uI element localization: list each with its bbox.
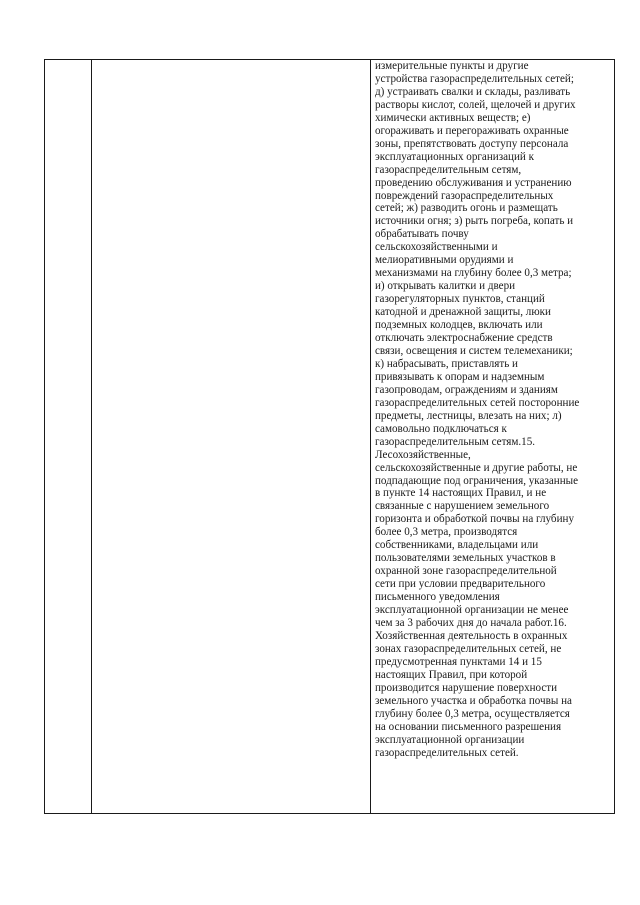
- text-line: растворы кислот, солей, щелочей и других: [375, 98, 576, 111]
- text-line: эксплуатационной организации не менее: [375, 604, 569, 617]
- text-line: д) устраивать свалки и склады, разливать: [375, 85, 571, 98]
- text-line: связи, освещения и систем телемеханики;: [375, 344, 573, 357]
- text-line: чем за 3 рабочих дня до начала работ.16.: [375, 616, 567, 629]
- column-divider-1: [91, 60, 92, 813]
- text-line: газорегуляторных пунктов, станций: [375, 293, 545, 306]
- text-line: связанные с нарушением земельного: [375, 500, 550, 513]
- text-line: устройства газораспределительных сетей;: [375, 72, 574, 85]
- text-line: земельного участка и обработка почвы на: [375, 694, 572, 707]
- document-table: [44, 59, 615, 814]
- text-line: зонах газораспределительных сетей, не: [375, 642, 562, 655]
- text-line: привязывать к опорам и надземным: [375, 370, 545, 383]
- text-line: глубину более 0,3 метра, осуществляется: [375, 707, 570, 720]
- text-line: сельскохозяйственные и другие работы, не: [375, 461, 578, 474]
- text-line: газораспределительным сетям,: [375, 163, 522, 176]
- text-line: газораспределительных сетей.: [375, 746, 519, 759]
- text-line: производится нарушение поверхности: [375, 681, 558, 694]
- text-line: сельскохозяйственными и: [375, 241, 498, 254]
- text-line: сети при условии предварительного: [375, 578, 546, 591]
- text-line: письменного уведомления: [375, 591, 500, 604]
- text-line: предметы, лестницы, влезать на них; л): [375, 409, 562, 422]
- text-line: сетей; ж) разводить огонь и размещать: [375, 202, 558, 215]
- text-line: горизонта и обработкой почвы на глубину: [375, 513, 574, 526]
- text-line: Лесохозяйственные,: [375, 448, 471, 461]
- text-line: более 0,3 метра, производятся: [375, 526, 518, 539]
- text-line: самовольно подключаться к: [375, 422, 507, 435]
- text-line: эксплуатационной организации: [375, 733, 525, 746]
- text-line: обрабатывать почву: [375, 228, 469, 241]
- text-line: к) набрасывать, приставлять и: [375, 357, 518, 370]
- text-line: эксплуатационных организаций к: [375, 150, 535, 163]
- text-line: предусмотренная пунктами 14 и 15: [375, 655, 542, 668]
- text-line: подземных колодцев, включать или: [375, 319, 543, 332]
- text-line: газопроводам, ограждениям и зданиям: [375, 383, 558, 396]
- text-line: на основании письменного разрешения: [375, 720, 562, 733]
- text-line: и) открывать калитки и двери: [375, 280, 516, 293]
- text-line: проведению обслуживания и устранению: [375, 176, 572, 189]
- text-line: отключать электроснабжение средств: [375, 332, 553, 345]
- text-line: Хозяйственная деятельность в охранных: [375, 629, 568, 642]
- column-divider-2: [370, 60, 371, 813]
- text-line: настоящих Правил, при которой: [375, 668, 528, 681]
- text-line: охранной зоне газораспределительной: [375, 565, 557, 578]
- text-line: источники огня; з) рыть погреба, копать и: [375, 215, 574, 228]
- table-cell-text: [375, 60, 613, 759]
- text-line: мелиоративными орудиями и: [375, 254, 514, 267]
- text-line: измерительные пункты и другие: [375, 60, 529, 72]
- text-line: химически активных веществ; е): [375, 111, 531, 124]
- text-line: подпадающие под ограничения, указанные: [375, 474, 579, 487]
- text-line: в пункте 14 настоящих Правил, и не: [375, 487, 547, 500]
- text-line: газораспределительных сетей посторонние: [375, 396, 580, 409]
- text-line: зоны, препятствовать доступу персонала: [375, 137, 569, 150]
- text-line: собственниками, владельцами или: [375, 539, 539, 552]
- text-line: механизмами на глубину более 0,3 метра;: [375, 267, 572, 280]
- text-line: повреждений газораспределительных: [375, 189, 554, 202]
- text-line: огораживать и перегораживать охранные: [375, 124, 569, 137]
- text-line: газораспределительным сетям.15.: [375, 435, 536, 448]
- text-line: катодной и дренажной защиты, люки: [375, 306, 551, 319]
- text-line: пользователями земельных участков в: [375, 552, 556, 565]
